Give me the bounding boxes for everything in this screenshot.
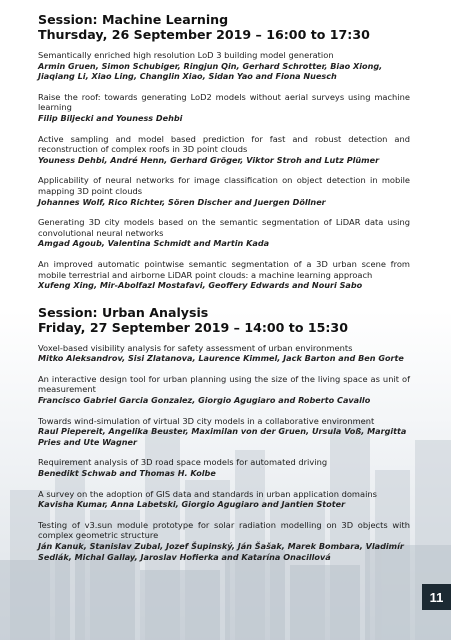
session-datetime: Thursday, 26 September 2019 – 16:00 to 17:30 [38,27,370,42]
session-header [38,305,410,335]
session-machine-learning [38,12,410,291]
session-title: Session: Machine Learning [38,12,229,27]
paper-authors: Ján Kanuk, Stanislav Zubal, Jozef Šupinský, Ján Šašak, Marek Bombara, Vladimír Sedlák, Michal Gallay, Jaroslav Hofierka and Katarína Onacillová [38,541,404,562]
paper-item [38,134,410,166]
paper-authors: Mitko Aleksandrov, Sisi Zlatanova, Laurence Kimmel, Jack Barton and Ben Gorte [38,353,404,364]
paper-title: Semantically enriched high resolution LoD 3 building model generation [38,50,334,60]
paper-item [38,374,410,406]
paper-title: Applicability of neural networks for image classification on object detection in mobile mapping 3D point clouds [38,175,410,196]
paper-title: An interactive design tool for urban planning using the size of the living space as unit of measurement [38,373,410,395]
paper-authors: Filip Biljecki and Youness Dehbi [38,112,183,123]
paper-item [38,217,410,249]
paper-authors: Raul Piepereit, Angelika Beuster, Maximilan von der Gruen, Ursula Voß, Margitta Pries and Ute Wagner [38,426,407,447]
paper-authors: Xufeng Xing, Mir-Abolfazl Mostafavi, Geoffery Edwards and Nouri Sabo [38,280,363,291]
schedule-content [38,12,410,576]
paper-item [38,175,410,207]
paper-item [38,520,410,562]
paper-item [38,416,410,448]
paper-authors: Amgad Agoub, Valentina Schmidt and Martin Kada [38,238,270,249]
paper-title: Generating 3D city models based on the semantic segmentation of LiDAR data using convolutional neural networks [38,217,410,238]
paper-item [38,50,410,82]
paper-authors: Johannes Wolf, Rico Richter, Sören Discher and Juergen Döllner [38,196,326,207]
paper-authors: Benedikt Schwab and Thomas H. Kolbe [38,468,216,479]
page-number-badge [422,584,451,610]
session-header [38,12,410,42]
paper-item [38,489,410,510]
paper-item [38,343,410,364]
paper-authors: Youness Dehbi, André Henn, Gerhard Gröger, Viktor Stroh and Lutz Plümer [38,154,380,165]
paper-title: Testing of v3.sun module prototype for solar radiation modelling on 3D objects with complex geometric structure [38,519,410,541]
session-title: Session: Urban Analysis [38,304,209,320]
paper-title: An improved automatic pointwise semantic segmentation of a 3D urban scene from mobile terrestrial and airborne LiDAR point clouds: a machine learning approach [38,258,410,280]
paper-item [38,92,410,124]
paper-title: Active sampling and model based prediction for fast and robust detection and reconstruction of complex roofs in 3D point clouds [38,133,410,155]
paper-title: Raise the roof: towards generating LoD2 models without aerial surveys using machine learning [38,91,410,113]
paper-title: A survey on the adoption of GIS data and standards in urban application domains [38,488,377,499]
paper-item [38,457,410,478]
paper-item [38,259,410,291]
paper-title: Towards wind-simulation of virtual 3D city models in a collaborative environment [38,415,375,426]
paper-authors: Armin Gruen, Simon Schubiger, Ringjun Qin, Gerhard Schrotter, Biao Xiong, Jiaqiang Li, Xiao Ling, Changlin Xiao, Sidan Yao and Fiona Nuesch [38,60,383,82]
paper-title: Requirement analysis of 3D road space models for automated driving [38,457,328,468]
session-datetime: Friday, 27 September 2019 – 14:00 to 15:30 [38,319,348,335]
paper-authors: Kavisha Kumar, Anna Labetski, Giorgio Agugiaro and Jantien Stoter [38,499,346,510]
paper-title: Voxel-based visibility analysis for safety assessment of urban environments [38,342,353,353]
page-number: 11 [429,589,444,605]
paper-authors: Francisco Gabriel Garcia Gonzalez, Giorgio Agugiaro and Roberto Cavallo [38,395,371,406]
session-urban-analysis [38,305,410,563]
